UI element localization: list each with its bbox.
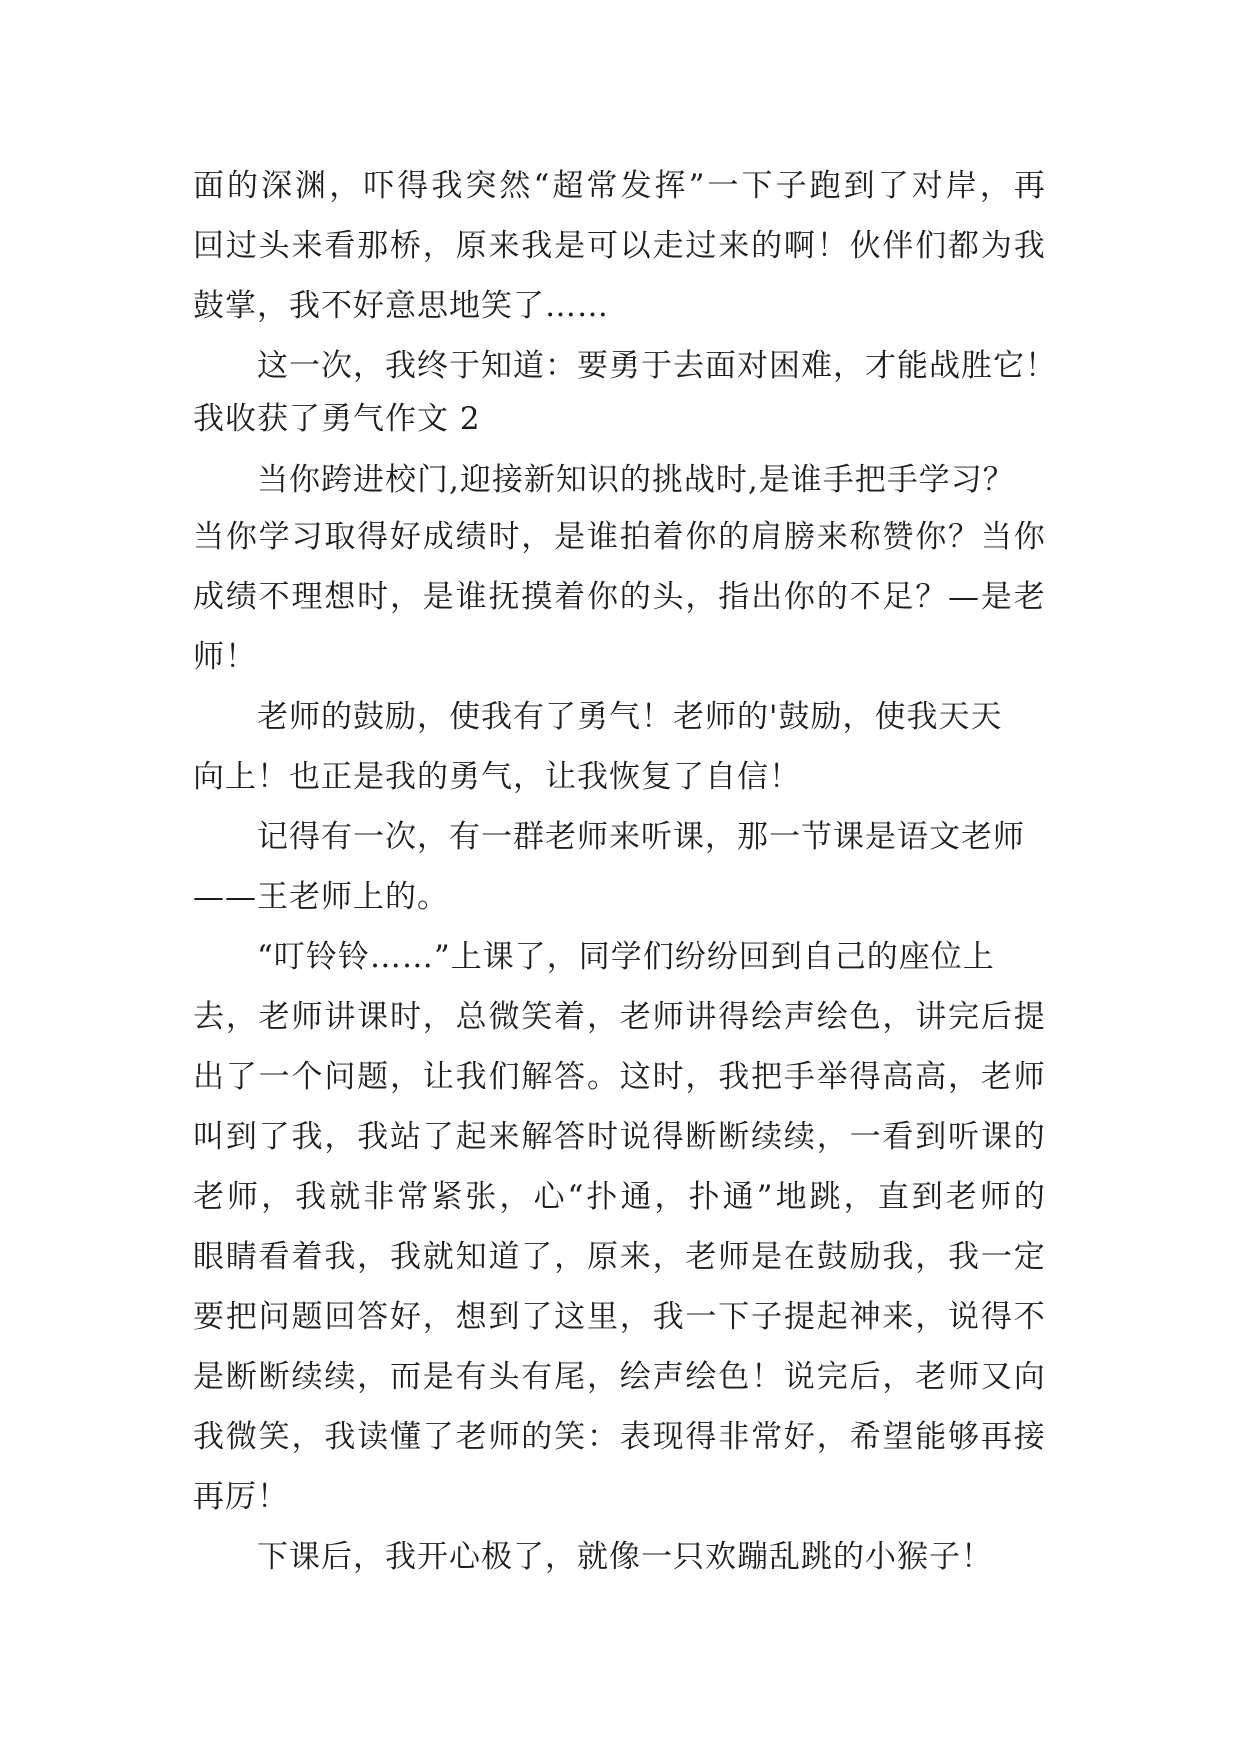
- text-line: 这一次，我终于知道：要勇于去面对困难，才能战胜它！: [257, 348, 1057, 384]
- section-heading: 我收获了勇气作文 2: [193, 401, 481, 437]
- text-line: 面 的 深 渊 ， 吓 得 我 突 然 “ 超 常 发 挥 ” 一 下 子 跑 到 了 对 岸 ， 再: [193, 168, 1045, 204]
- text-line: “叮铃铃……”上课了，同学们纷纷回到自己的座位上: [257, 939, 995, 975]
- text-line: 成 绩 不 理 想 时 ， 是 谁 抚 摸 着 你 的 头 ， 指 出 你 的 不 足 ？ — 是 老: [193, 579, 1045, 615]
- text-line: 眼 睛 看 着 我 ， 我 就 知 道 了 ， 原 来 ， 老 师 是 在 鼓 励 我 ， 我 一 定: [193, 1239, 1045, 1275]
- text-line: 向上！也正是我的勇气，让我恢复了自信！: [193, 759, 801, 795]
- text-line: ——王老师上的。: [193, 879, 449, 915]
- text-line: 记得有一次，有一群老师来听课，那一节课是语文老师: [257, 819, 1025, 855]
- text-line: 老 师 ， 我 就 非 常 紧 张 ， 心 “ 扑 通 ， 扑 通 ” 地 跳 ， 直 到 老 师 的: [193, 1179, 1045, 1215]
- text-line: 我 微 笑 ， 我 读 懂 了 老 师 的 笑 ： 表 现 得 非 常 好 ， 希 望 能 够 再 接: [193, 1419, 1045, 1455]
- text-line: 出 了 一 个 问 题 ， 让 我 们 解 答 。 这 时 ， 我 把 手 举 得 高 高 ， 老 师: [193, 1059, 1045, 1095]
- text-line: 老师的鼓励，使我有了勇气！老师的'鼓励，使我天天: [257, 699, 1003, 735]
- text-line: 要 把 问 题 回 答 好 ， 想 到 了 这 里 ， 我 一 下 子 提 起 神 来 ， 说 得 不: [193, 1299, 1045, 1335]
- text-line: 鼓掌，我不好意思地笑了……: [193, 288, 609, 324]
- text-line: 去 ， 老 师 讲 课 时 ， 总 微 笑 着 ， 老 师 讲 得 绘 声 绘 色 ， 讲 完 后 提: [193, 999, 1045, 1035]
- text-line: 下课后，我开心极了，就像一只欢蹦乱跳的小猴子！: [257, 1539, 993, 1575]
- text-line: 师！: [193, 639, 257, 675]
- text-line: 当你跨进校门,迎接新知识的挑战时,是谁手把手学习？: [257, 462, 1015, 498]
- text-line: 当 你 学 习 取 得 好 成 绩 时 ， 是 谁 拍 着 你 的 肩 膀 来 称 赞 你 ？ 当 你: [193, 519, 1045, 555]
- text-line: 是 断 断 续 续 ， 而 是 有 头 有 尾 ， 绘 声 绘 色 ！ 说 完 后 ， 老 师 又 向: [193, 1359, 1045, 1395]
- text-line: 再厉！: [193, 1479, 289, 1515]
- text-line: 叫 到 了 我 ， 我 站 了 起 来 解 答 时 说 得 断 断 续 续 ， 一 看 到 听 课 的: [193, 1119, 1045, 1155]
- text-line: 回 过 头 来 看 那 桥 ， 原 来 我 是 可 以 走 过 来 的 啊 ！ 伙 伴 们 都 为 我: [193, 228, 1045, 264]
